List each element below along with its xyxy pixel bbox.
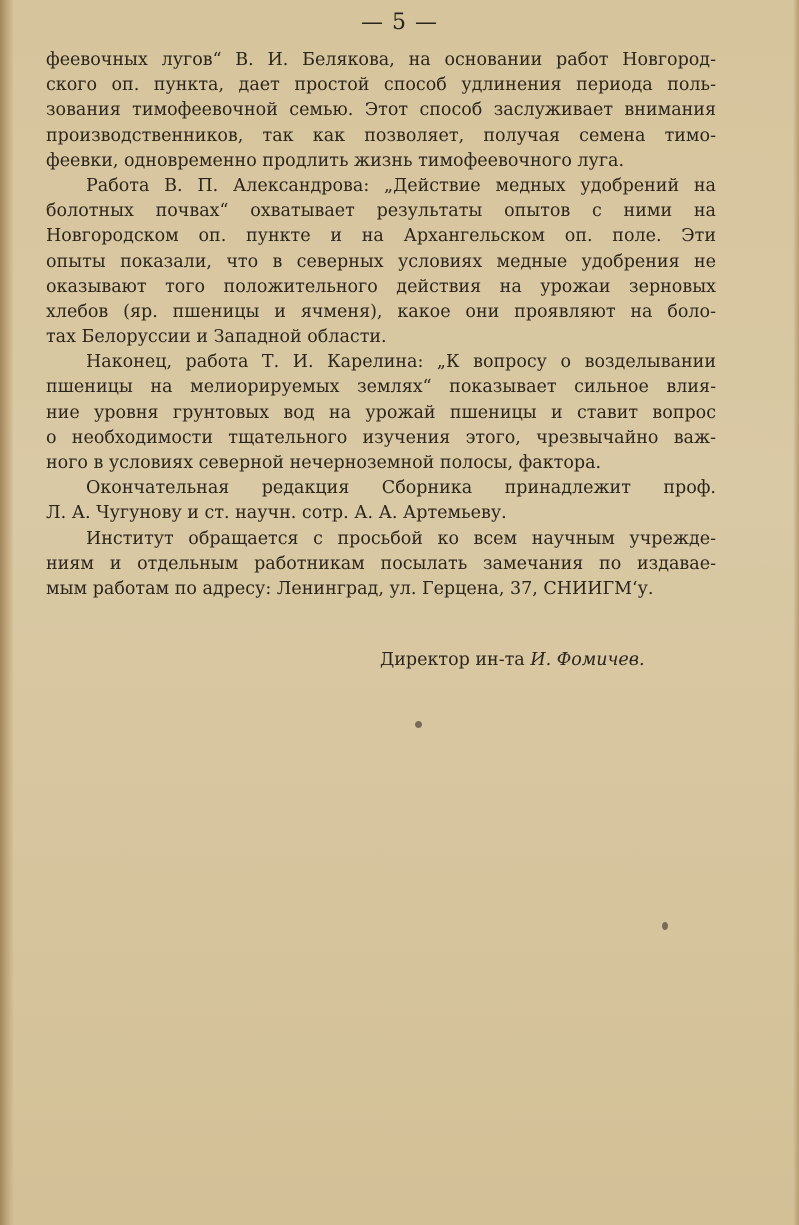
text-line: ского оп. пункта, дает простой способ удлинения периода поль- xyxy=(46,75,716,96)
text-line: опыты показали, что в северных условиях медные удобрения не xyxy=(46,251,716,272)
text-line: феевочных лугов“ В. И. Белякова, на основании работ Новгород- xyxy=(46,50,716,70)
page-edge-right xyxy=(793,0,799,1225)
text-line: оказывают того положительного действия на урожаи зерновых xyxy=(46,276,716,297)
text-line: ного в условиях северной нечерноземной полосы, фактора. xyxy=(46,453,602,473)
signature-title: Директор ин-та xyxy=(380,650,525,670)
signature xyxy=(380,650,645,670)
text-line: Институт обращается с просьбой ко всем научным учрежде- xyxy=(86,528,716,549)
text-line: пшеницы на мелиорируемых землях“ показывает сильное влия- xyxy=(46,377,716,398)
signature-name: И. Фомичев. xyxy=(530,650,645,670)
text-line: хлебов (яр. пшеницы и ячменя), какое они проявляют на боло- xyxy=(46,301,716,322)
text-line: производственников, так как позволяет, получая семена тимо- xyxy=(46,125,716,146)
text-line: феевки, одновременно продлить жизнь тимофеевочного луга. xyxy=(46,150,625,171)
text-line: мым работам по адресу: Ленинград, ул. Герцена, 37, СНИИГМ‘у. xyxy=(46,578,654,599)
page-number: — 5 — xyxy=(361,10,438,35)
page-edge-left xyxy=(0,0,14,1225)
text-line: ние уровня грунтовых вод на урожай пшеницы и ставит вопрос xyxy=(46,402,716,423)
paper-speck xyxy=(662,922,668,930)
text-line: Окончательная редакция Сборника принадлежит проф. xyxy=(86,478,716,499)
text-line: Новгородском оп. пункте и на Архангельском оп. поле. Эти xyxy=(46,226,716,247)
text-line: Наконец, работа Т. И. Карелина: „К вопросу о возделывании xyxy=(86,352,716,373)
text-line: болотных почвах“ охватывает результаты опытов с ними на xyxy=(46,201,716,222)
body-text xyxy=(46,48,716,602)
text-line: ниям и отдельным работникам посылать замечания по издавае- xyxy=(46,553,716,574)
text-line: тах Белоруссии и Западной области. xyxy=(46,327,387,348)
text-line: Работа В. П. Александрова: „Действие медных удобрений на xyxy=(86,175,716,196)
text-line: о необходимости тщательного изучения этого, чрезвычайно важ- xyxy=(46,427,716,448)
paper-speck xyxy=(415,721,422,728)
text-line: Л. А. Чугунову и ст. научн. сотр. А. А. Артемьеву. xyxy=(46,503,507,524)
text-line: зования тимофеевочной семью. Этот способ заслуживает внимания xyxy=(46,100,716,121)
